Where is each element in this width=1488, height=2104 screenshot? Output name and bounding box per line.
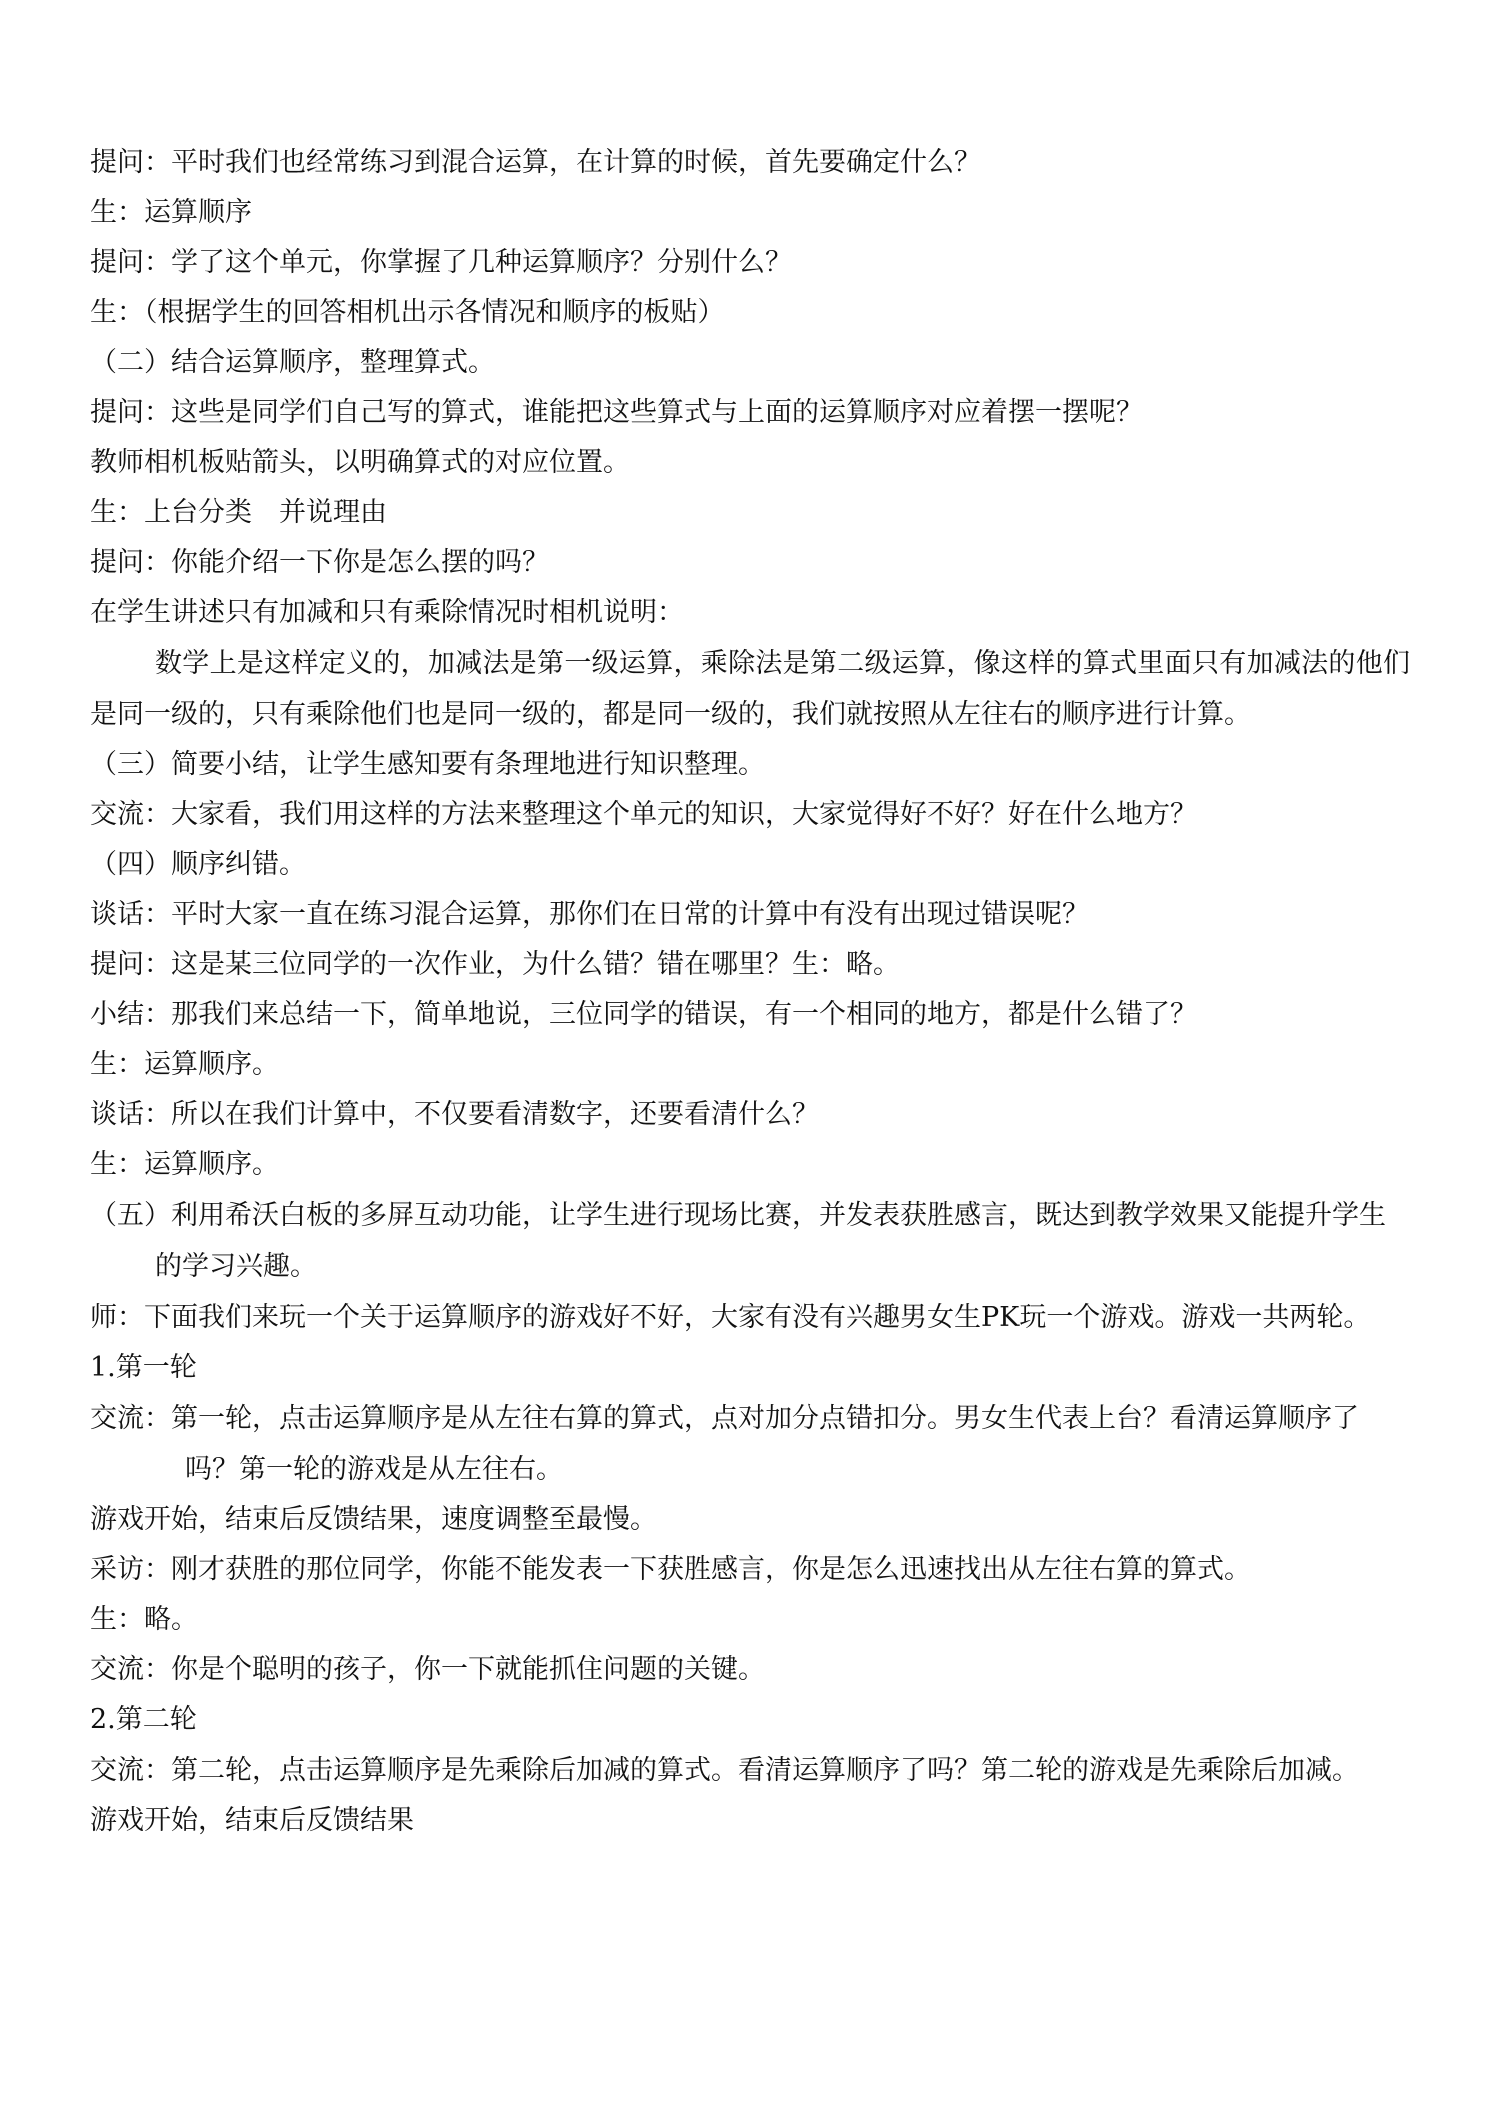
interview-line: 采访：刚才获胜的那位同学，你能不能发表一下获胜感言，你是怎么迅速找出从左往右算的算式。 xyxy=(90,1554,1251,1585)
discussion-line: 交流：你是个聪明的孩子，你一下就能抓住问题的关键。 xyxy=(90,1654,765,1685)
student-answer-line: 生：上台分类 并说理由 xyxy=(90,497,387,528)
teacher-note-line: 教师相机板贴箭头，以明确算式的对应位置。 xyxy=(90,447,630,478)
round-1-heading: 1.第一轮 xyxy=(90,1352,197,1383)
section-heading-5: （五）利用希沃白板的多屏互动功能，让学生进行现场比赛，并发表获胜感言，既达到教学效果又能提升学生的学习兴趣。 xyxy=(90,1200,1386,1282)
teacher-note-line: 在学生讲述只有加减和只有乘除情况时相机说明： xyxy=(90,597,684,628)
summary-line: 小结：那我们来总结一下，简单地说，三位同学的错误，有一个相同的地方，都是什么错了？ xyxy=(90,999,1197,1030)
discussion-line: 交流：大家看，我们用这样的方法来整理这个单元的知识，大家觉得好不好？好在什么地方？ xyxy=(90,799,1197,830)
game-start-line: 游戏开始，结束后反馈结果，速度调整至最慢。 xyxy=(90,1504,657,1535)
question-line: 提问：你能介绍一下你是怎么摆的吗？ xyxy=(90,547,549,578)
document-body xyxy=(90,138,1410,1846)
section-heading-4: （四）顺序纠错。 xyxy=(90,849,306,880)
teacher-line: 师：下面我们来玩一个关于运算顺序的游戏好不好，大家有没有兴趣男女生PK玩一个游戏。游戏一共两轮。 xyxy=(90,1302,1371,1333)
section-heading-2: （二）结合运算顺序，整理算式。 xyxy=(90,347,495,378)
student-answer-line: 生：运算顺序。 xyxy=(90,1149,279,1180)
question-line: 提问：平时我们也经常练习到混合运算，在计算的时候，首先要确定什么？ xyxy=(90,147,981,178)
round-1-discussion: 交流：第一轮，点击运算顺序是从左往右算的算式，点对加分点错扣分。男女生代表上台？看清运算顺序了吗？第一轮的游戏是从左往右。 xyxy=(90,1403,1359,1485)
student-answer-line: 生：略。 xyxy=(90,1604,198,1635)
definition-paragraph: 数学上是这样定义的，加减法是第一级运算，乘除法是第二级运算，像这样的算式里面只有加减法的他们是同一级的，只有乘除他们也是同一级的，都是同一级的，我们就按照从左往右的顺序进行计算。 xyxy=(90,648,1410,730)
section-heading-3: （三）简要小结，让学生感知要有条理地进行知识整理。 xyxy=(90,749,765,780)
student-answer-line: 生：运算顺序 xyxy=(90,197,252,228)
talk-line: 谈话：所以在我们计算中，不仅要看清数字，还要看清什么？ xyxy=(90,1099,819,1130)
question-line: 提问：学了这个单元，你掌握了几种运算顺序？分别什么？ xyxy=(90,247,792,278)
student-answer-line: 生：（根据学生的回答相机出示各情况和顺序的板贴） xyxy=(90,297,725,328)
student-answer-line: 生：运算顺序。 xyxy=(90,1049,279,1080)
question-line: 提问：这些是同学们自己写的算式，谁能把这些算式与上面的运算顺序对应着摆一摆呢？ xyxy=(90,397,1143,428)
game-start-line: 游戏开始，结束后反馈结果 xyxy=(90,1805,414,1836)
round-2-heading: 2.第二轮 xyxy=(90,1704,197,1735)
talk-line: 谈话：平时大家一直在练习混合运算，那你们在日常的计算中有没有出现过错误呢？ xyxy=(90,899,1089,930)
question-line: 提问：这是某三位同学的一次作业，为什么错？错在哪里？生：略。 xyxy=(90,949,900,980)
round-2-discussion: 交流：第二轮，点击运算顺序是先乘除后加减的算式。看清运算顺序了吗？第二轮的游戏是先乘除后加减。 xyxy=(90,1755,1359,1786)
